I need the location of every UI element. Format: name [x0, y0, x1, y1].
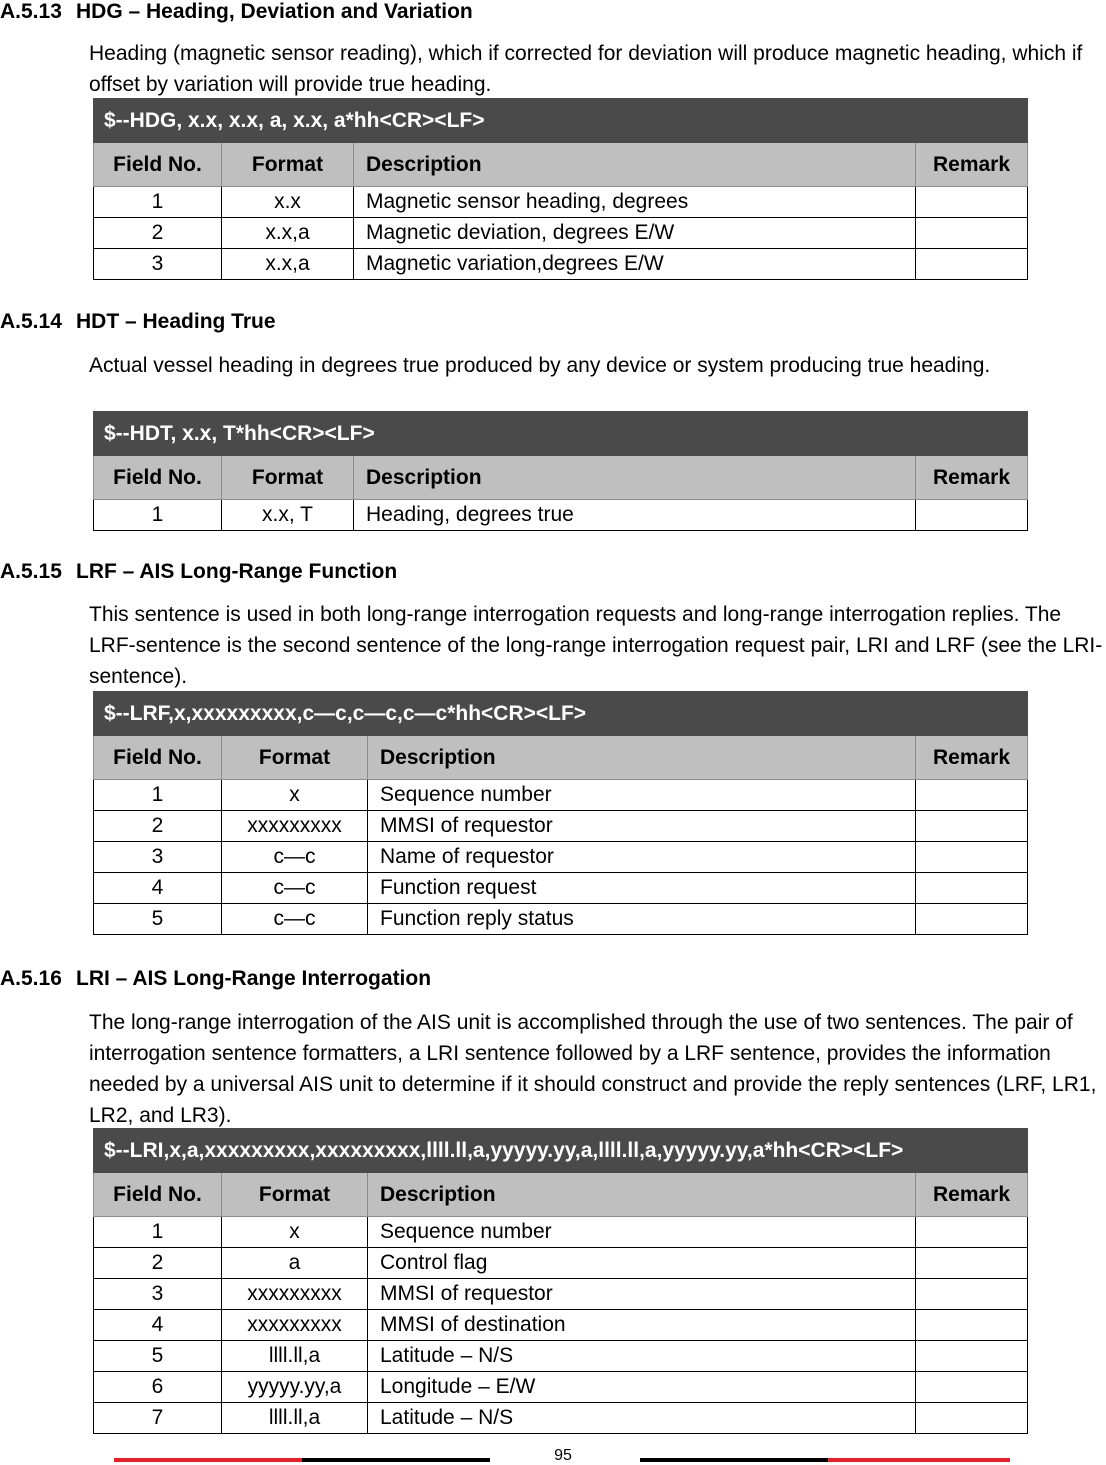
cell-format: x.x,a — [222, 218, 354, 249]
cell-format: x.x — [222, 187, 354, 218]
section-paragraph: Actual vessel heading in degrees true produced by any device or system producing true heading. — [89, 354, 991, 377]
cell-field-no: 4 — [94, 1310, 222, 1341]
section-number: A.5.15 — [0, 560, 62, 583]
cell-format: c—c — [222, 904, 368, 935]
cell-field-no: 3 — [94, 1279, 222, 1310]
section-paragraph: This sentence is used in both long-range interrogation requests and long-range interrogation replies. The LRF-sentence is the second sentence of the long-range interrogation request pair, LRI and LRF (see the LRI-sentence). — [89, 603, 1103, 688]
table-row — [94, 218, 1028, 249]
cell-field-no: 6 — [94, 1372, 222, 1403]
table-header-row — [94, 736, 1028, 780]
cell-remark — [916, 904, 1028, 935]
cell-remark — [916, 1217, 1028, 1248]
cell-field-no: 1 — [94, 1217, 222, 1248]
cell-format: c—c — [222, 873, 368, 904]
footer-bar-black-right — [640, 1458, 828, 1462]
table-row — [94, 1248, 1028, 1279]
cell-description: Function request — [368, 873, 916, 904]
cell-description: Sequence number — [368, 780, 916, 811]
cell-field-no: 3 — [94, 249, 222, 280]
header-format: Format — [222, 736, 368, 780]
cell-format: llll.ll,a — [222, 1403, 368, 1434]
cell-format: xxxxxxxxx — [222, 1310, 368, 1341]
cell-field-no: 2 — [94, 218, 222, 249]
sentence-syntax: $--HDT, x.x, T*hh<CR><LF> — [94, 412, 1028, 456]
cell-remark — [916, 500, 1028, 531]
cell-format: x.x, T — [222, 500, 354, 531]
cell-field-no: 3 — [94, 842, 222, 873]
cell-format: llll.ll,a — [222, 1341, 368, 1372]
table-header-row — [94, 143, 1028, 187]
sentence-syntax: $--LRI,x,a,xxxxxxxxx,xxxxxxxxx,llll.ll,a,yyyyy.yy,a,llll.ll,a,yyyyy.yy,a*hh<CR><LF> — [94, 1129, 1028, 1173]
table-row — [94, 904, 1028, 935]
header-field-no: Field No. — [94, 143, 222, 187]
header-field-no: Field No. — [94, 1173, 222, 1217]
section-title: HDT – Heading True — [76, 310, 276, 333]
footer-bar-red-right — [828, 1458, 1010, 1462]
spec-table — [93, 411, 1028, 531]
table-row — [94, 873, 1028, 904]
header-remark: Remark — [916, 456, 1028, 500]
cell-description: Latitude – N/S — [368, 1403, 916, 1434]
cell-remark — [916, 811, 1028, 842]
table-header-row — [94, 1173, 1028, 1217]
section-title: LRI – AIS Long-Range Interrogation — [76, 967, 432, 990]
spec-table — [93, 691, 1028, 935]
header-description: Description — [368, 1173, 916, 1217]
cell-format: x — [222, 1217, 368, 1248]
table-row — [94, 811, 1028, 842]
table-row — [94, 1341, 1028, 1372]
cell-remark — [916, 780, 1028, 811]
table-row — [94, 187, 1028, 218]
table-row — [94, 1217, 1028, 1248]
section-number: A.5.13 — [0, 0, 62, 23]
cell-field-no: 5 — [94, 1341, 222, 1372]
cell-field-no: 2 — [94, 1248, 222, 1279]
section-heading — [0, 0, 473, 24]
cell-field-no: 1 — [94, 500, 222, 531]
header-remark: Remark — [916, 1173, 1028, 1217]
sentence-syntax-row — [94, 412, 1028, 456]
spec-table — [93, 98, 1028, 280]
cell-field-no: 2 — [94, 811, 222, 842]
cell-field-no: 4 — [94, 873, 222, 904]
section-title: HDG – Heading, Deviation and Variation — [76, 0, 473, 23]
header-field-no: Field No. — [94, 736, 222, 780]
cell-field-no: 1 — [94, 780, 222, 811]
cell-format: x — [222, 780, 368, 811]
cell-format: xxxxxxxxx — [222, 811, 368, 842]
cell-remark — [916, 1248, 1028, 1279]
cell-remark — [916, 1279, 1028, 1310]
cell-description: Magnetic deviation, degrees E/W — [354, 218, 916, 249]
header-field-no: Field No. — [94, 456, 222, 500]
cell-field-no: 5 — [94, 904, 222, 935]
table-row — [94, 500, 1028, 531]
section-paragraph: The long-range interrogation of the AIS unit is accomplished through the use of two sentences. The pair of interrogation sentence formatters, a LRI sentence followed by a LRF sentence, provides the information needed by a universal AIS unit to determine if it should construct and provide the reply sentences (LRF, LR1, LR2, and LR3). — [89, 1011, 1097, 1127]
cell-description: MMSI of destination — [368, 1310, 916, 1341]
section-heading — [0, 560, 397, 584]
sentence-syntax: $--LRF,x,xxxxxxxxx,c—c,c—c,c—c*hh<CR><LF> — [94, 692, 1028, 736]
section-paragraph: Heading (magnetic sensor reading), which if corrected for deviation will produce magnetic heading, which if offset by variation will provide true heading. — [89, 42, 1083, 96]
sentence-syntax-row — [94, 1129, 1028, 1173]
cell-description: MMSI of requestor — [368, 1279, 916, 1310]
table-header-row — [94, 456, 1028, 500]
cell-remark — [916, 1310, 1028, 1341]
cell-field-no: 1 — [94, 187, 222, 218]
cell-remark — [916, 249, 1028, 280]
table-row — [94, 842, 1028, 873]
cell-remark — [916, 187, 1028, 218]
table-row — [94, 780, 1028, 811]
header-remark: Remark — [916, 143, 1028, 187]
header-format: Format — [222, 456, 354, 500]
cell-format: x.x,a — [222, 249, 354, 280]
header-remark: Remark — [916, 736, 1028, 780]
section-title: LRF – AIS Long-Range Function — [76, 560, 398, 583]
cell-remark — [916, 1341, 1028, 1372]
cell-remark — [916, 1372, 1028, 1403]
table-row — [94, 1372, 1028, 1403]
cell-description: Function reply status — [368, 904, 916, 935]
cell-format: c—c — [222, 842, 368, 873]
cell-format: yyyyy.yy,a — [222, 1372, 368, 1403]
sentence-syntax-row — [94, 692, 1028, 736]
section-number: A.5.14 — [0, 310, 62, 333]
table-row — [94, 1310, 1028, 1341]
table-row — [94, 1403, 1028, 1434]
cell-format: xxxxxxxxx — [222, 1279, 368, 1310]
section-heading — [0, 967, 431, 991]
header-format: Format — [222, 1173, 368, 1217]
header-description: Description — [354, 143, 916, 187]
cell-remark — [916, 218, 1028, 249]
cell-description: Latitude – N/S — [368, 1341, 916, 1372]
spec-table — [93, 1128, 1028, 1434]
cell-description: Name of requestor — [368, 842, 916, 873]
header-format: Format — [222, 143, 354, 187]
section-heading — [0, 310, 276, 334]
cell-description: Longitude – E/W — [368, 1372, 916, 1403]
cell-description: MMSI of requestor — [368, 811, 916, 842]
header-description: Description — [354, 456, 916, 500]
cell-description: Heading, degrees true — [354, 500, 916, 531]
header-description: Description — [368, 736, 916, 780]
cell-remark — [916, 1403, 1028, 1434]
page-number: 95 — [554, 1447, 572, 1464]
cell-description: Magnetic sensor heading, degrees — [354, 187, 916, 218]
section-number: A.5.16 — [0, 967, 62, 990]
table-row — [94, 1279, 1028, 1310]
cell-description: Magnetic variation,degrees E/W — [354, 249, 916, 280]
footer-bar-black-left — [302, 1458, 490, 1462]
cell-field-no: 7 — [94, 1403, 222, 1434]
table-row — [94, 249, 1028, 280]
footer-bar-red-left — [114, 1458, 302, 1462]
cell-description: Control flag — [368, 1248, 916, 1279]
cell-format: a — [222, 1248, 368, 1279]
cell-remark — [916, 873, 1028, 904]
sentence-syntax-row — [94, 99, 1028, 143]
cell-remark — [916, 842, 1028, 873]
sentence-syntax: $--HDG, x.x, x.x, a, x.x, a*hh<CR><LF> — [94, 99, 1028, 143]
cell-description: Sequence number — [368, 1217, 916, 1248]
